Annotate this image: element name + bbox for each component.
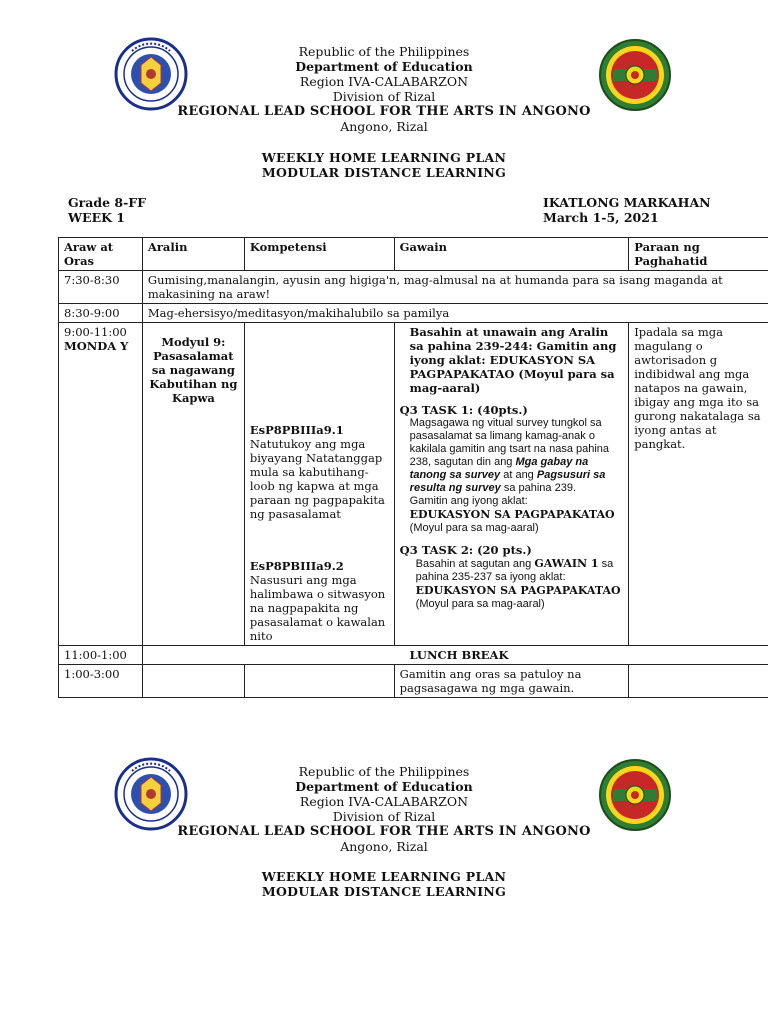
- region-line: Region IVA-CALABARZON: [299, 74, 469, 89]
- grade-label: Grade 8-FF: [68, 195, 147, 210]
- school-name: REGIONAL LEAD SCHOOL FOR THE ARTS IN ANGONO: [177, 104, 591, 119]
- letterhead: [0, 44, 768, 134]
- time-day-cell: [59, 323, 143, 646]
- division-line: Division of Rizal: [332, 809, 436, 824]
- learning-plan-table: [58, 237, 768, 698]
- table-row: [59, 323, 768, 646]
- time-cell: 8:30-9:00: [59, 304, 143, 323]
- plan-title-line1: WEEKLY HOME LEARNING PLAN: [261, 150, 507, 165]
- task1-book-line: Gamitin ang iyong aklat:: [409, 495, 528, 507]
- gawain-cell: [394, 323, 629, 646]
- header-kompetensi: Kompetensi: [244, 238, 394, 271]
- aralin-cell: [142, 323, 244, 646]
- division-line: Division of Rizal: [332, 89, 436, 104]
- table-row: [59, 304, 768, 323]
- header-aralin: Aralin: [142, 238, 244, 271]
- region-line: Region IVA-CALABARZON: [299, 794, 469, 809]
- letterhead-page2: [0, 764, 768, 854]
- week-label: WEEK 1: [68, 210, 126, 225]
- department-line: Department of Education: [295, 59, 473, 74]
- task1-body: Magsagawa ng vitual survey tungkol sa pasasalamat sa limang kamag-anak o kakilala gamitin ang tsart na nasa pahina 238, sagutan din ang Mga gabay na tanong sa survey at ang Pagsusuri sa resulta ng survey sa pahina 239.: [409, 417, 610, 494]
- plan-title: [0, 150, 768, 180]
- lunch-break-cell: LUNCH BREAK: [142, 646, 768, 665]
- task1-survey-analysis: Pagsusuri sa resulta ng survey: [409, 469, 606, 494]
- dates-label: March 1-5, 2021: [543, 210, 659, 225]
- activity-cell: Gumising,manalangin, ayusin ang higiga'n, mag-almusal na at humanda para sa isang maganda at makasining na araw!: [142, 271, 768, 304]
- time-cell: 1:00-3:00: [59, 665, 143, 698]
- plan-title-line1: WEEKLY HOME LEARNING PLAN: [261, 869, 507, 884]
- competency-code-2: EsP8PBIIIa9.2: [249, 559, 344, 573]
- republic-line: Republic of the Philippines: [298, 44, 470, 59]
- department-line: Department of Education: [295, 779, 473, 794]
- plan-title-page2: [0, 869, 768, 899]
- task2-body: Basahin at sagutan ang GAWAIN 1 sa pahina 235-237 sa iyong aklat:: [415, 557, 614, 583]
- table-row: [59, 646, 768, 665]
- task1-guide-questions: Mga gabay na tanong sa survey: [409, 456, 589, 481]
- header-araw: Araw at Oras: [59, 238, 143, 271]
- quarter-label: IKATLONG MARKAHAN: [543, 195, 711, 210]
- paraan-cell: Ipadala sa mga magulang o awtorisadon g indibidwal ang mga natapos na gawain, ibigay ang mga ito sa gurong nakatalaga sa iyong antas at pangkat.: [629, 323, 768, 646]
- school-location: Angono, Rizal: [340, 119, 428, 134]
- republic-line: Republic of the Philippines: [298, 764, 470, 779]
- time-label: 9:00-11:00: [64, 325, 127, 339]
- school-location: Angono, Rizal: [340, 839, 428, 854]
- table-row: [59, 665, 768, 698]
- plan-title-line2: MODULAR DISTANCE LEARNING: [261, 884, 507, 899]
- day-label: MONDA Y: [64, 339, 129, 353]
- activity-cell: Mag-ehersisyo/meditasyon/makihalubilo sa pamilya: [142, 304, 768, 323]
- header-gawain: Gawain: [394, 238, 629, 271]
- competency-text-1: Natutukoy ang mga biyayang Natatanggap mula sa kabutihang-loob ng kapwa at mga paraan ng pagpapakita ng pasasalamat: [249, 437, 385, 521]
- task2-title: Q3 TASK 2: (20 pts.): [399, 543, 532, 557]
- empty-cell: [629, 665, 768, 698]
- quarter-dates: [543, 195, 711, 225]
- grade-week: [68, 195, 146, 225]
- time-cell: 7:30-8:30: [59, 271, 143, 304]
- table-row: [59, 271, 768, 304]
- competency-text-2: Nasusuri ang mga halimbawa o sitwasyon na nagpapakita ng pasasalamat o kawalan nito: [249, 573, 386, 643]
- task1-book: EDUKASYON SA PAGPAPAKATAO (Moyul para sa mag-aaral): [409, 508, 615, 534]
- task2-book: EDUKASYON SA PAGPAPAKATAO (Moyul para sa mag-aaral): [415, 584, 621, 610]
- task1-title: Q3 TASK 1: (40pts.): [399, 403, 528, 417]
- empty-cell: [142, 665, 244, 698]
- module-title: Modyul 9: Pasasalamat sa nagawang Kabutihan ng Kapwa: [149, 335, 238, 405]
- gawain-intro: Basahin at unawain ang Aralin sa pahina 239-244: Gamitin ang iyong aklat: EDUKASYON SA PAGPAPAKATAO (Moyul para sa mag-aaral): [409, 325, 617, 395]
- plan-title-line2: MODULAR DISTANCE LEARNING: [261, 165, 507, 180]
- activity-cell: Gamitin ang oras sa patuloy na pagsasagawa ng mga gawain.: [394, 665, 629, 698]
- competency-code-1: EsP8PBIIIa9.1: [249, 423, 344, 437]
- school-name: REGIONAL LEAD SCHOOL FOR THE ARTS IN ANGONO: [177, 824, 591, 839]
- kompetensi-cell: [244, 323, 394, 646]
- empty-cell: [244, 665, 394, 698]
- time-cell: 11:00-1:00: [59, 646, 143, 665]
- table-header-row: [59, 238, 768, 271]
- header-paraan: Paraan ng Paghahatid: [629, 238, 768, 271]
